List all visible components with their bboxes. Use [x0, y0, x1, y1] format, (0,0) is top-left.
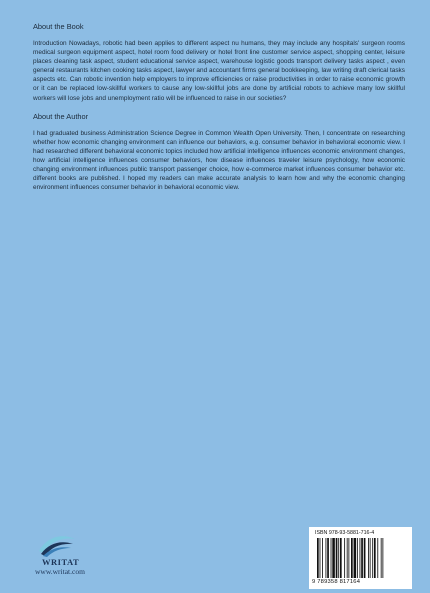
publisher-logo	[32, 531, 102, 575]
about-author-text: I had graduated business Administration Science Degree in Common Wealth Open University. Then, I concentrate on researching whether how economic changing environment can influence our behaviors, e.g. consumer behavior in behavioral economic view. I had researched different behavioral economic topics included how artificial intelligence influences economic environment changes, how artificial intelligence influences consumer behaviors, how disease influences traveler leisure psychology, how economic changing environment influences public transport passenger choice, how e-commerce market influences consumer behavior etc. different books are published. I hoped my readers can make accurate analysis to learn how and why the economic changing environment influences consumer behavior in behavioral economic view.	[33, 129, 405, 192]
barcode-icon	[315, 538, 407, 578]
barcode-digits: 9 789358 817164	[312, 579, 361, 585]
publisher-name: WRITAT	[42, 557, 80, 567]
about-book-text: Introduction Nowadays, robotic had been applies to different aspect nu humans, they may include any hospitals' surgeon rooms medical surgeon equipment aspect, hotel room food delivery or hotel front line customer service aspect, shopping center, leisure places cleaning task aspect, student educational service aspect, warehouse logistic goods transport delivery tasks aspect , even general restaurants kitchen cooking tasks aspect, lawyer and accountant firms general bookkeeping, law writing draft clerical tasks aspects etc. Can robotic invention help employers to improve efficiencies or raise productivities in order to raise economic growth or it can be replaced low-skillful workers to cause any low-skillful jobs are done by artificial robots to achieve many low skillful workers will lose jobs and unemployment ratio will be influenced to raise in our societies?	[33, 40, 405, 102]
back-cover-text	[33, 22, 405, 201]
isbn-label: ISBN 978-93-5881-716-4	[315, 530, 375, 536]
swoosh-logo-icon	[37, 531, 77, 557]
about-author-heading: About the Author	[33, 111, 89, 121]
publisher-url[interactable]: www.writat.com	[35, 567, 85, 576]
barcode-box	[309, 527, 412, 589]
about-book-heading: About the Book	[33, 22, 84, 31]
